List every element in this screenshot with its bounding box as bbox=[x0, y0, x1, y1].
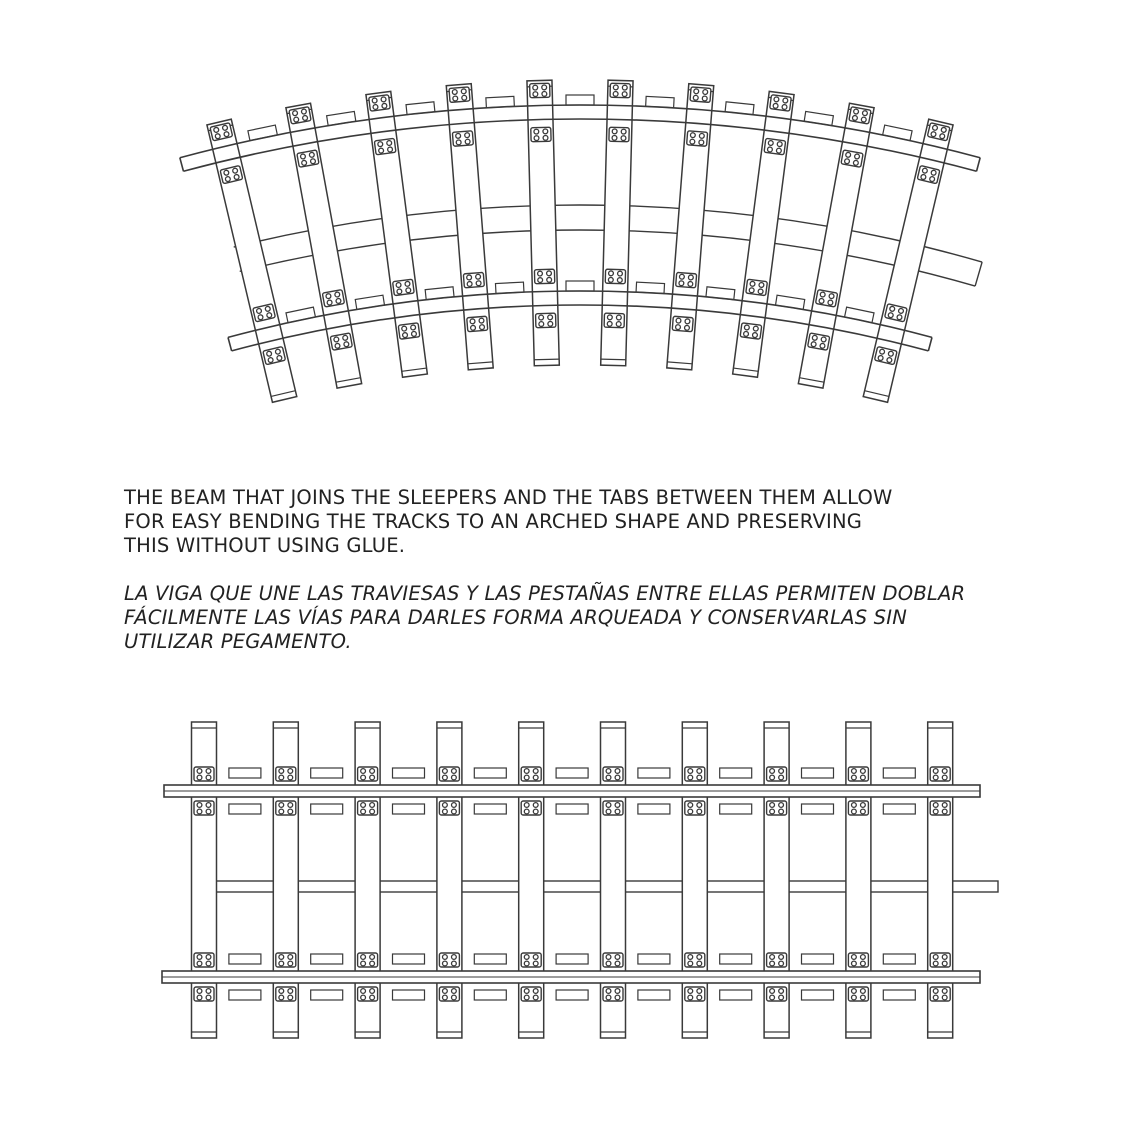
fastener bbox=[358, 987, 378, 1001]
fastener bbox=[393, 279, 415, 295]
fastener bbox=[848, 987, 868, 1001]
tab bbox=[802, 954, 834, 964]
fastener bbox=[276, 987, 296, 1001]
fastener bbox=[603, 953, 623, 967]
fastener bbox=[767, 987, 787, 1001]
fastener bbox=[767, 767, 787, 781]
fastener bbox=[687, 131, 708, 147]
fastener bbox=[603, 767, 623, 781]
fastener bbox=[815, 290, 837, 307]
beam-end bbox=[975, 262, 982, 286]
fastener bbox=[676, 272, 697, 288]
curved-track-diagram bbox=[0, 0, 1130, 470]
fastener bbox=[536, 313, 556, 328]
tab bbox=[638, 990, 670, 1000]
tab bbox=[474, 804, 506, 814]
fastener bbox=[609, 127, 629, 142]
tab bbox=[883, 804, 915, 814]
fastener bbox=[848, 767, 868, 781]
tab bbox=[229, 768, 261, 778]
fastener bbox=[767, 953, 787, 967]
tab bbox=[720, 804, 752, 814]
fastener bbox=[672, 316, 693, 332]
fastener bbox=[297, 150, 319, 167]
fastener bbox=[521, 953, 541, 967]
tab bbox=[720, 954, 752, 964]
fastener bbox=[770, 95, 792, 111]
fastener bbox=[194, 953, 214, 967]
fastener bbox=[521, 801, 541, 815]
tab bbox=[229, 804, 261, 814]
tab bbox=[883, 954, 915, 964]
fastener bbox=[358, 767, 378, 781]
tab bbox=[474, 768, 506, 778]
fastener bbox=[534, 269, 554, 284]
caption-spanish: LA VIGA QUE UNE LAS TRAVIESAS Y LAS PESTAÑAS ENTRE ELLAS PERMITEN DOBLAR FÁCILMENTE LAS VÍAS PARA DARLES FORMA ARQUEADA Y CONSERVARLAS SIN UTILIZAR PEGAMENTO. bbox=[124, 582, 966, 653]
fastener bbox=[276, 767, 296, 781]
upper-rail bbox=[164, 785, 980, 797]
tab bbox=[720, 990, 752, 1000]
fastener bbox=[930, 987, 950, 1001]
tab bbox=[474, 990, 506, 1000]
fastener bbox=[289, 107, 311, 124]
fastener bbox=[848, 953, 868, 967]
fastener bbox=[605, 269, 625, 284]
fastener bbox=[439, 987, 459, 1001]
fastener bbox=[740, 323, 762, 339]
tab bbox=[393, 990, 425, 1000]
fastener bbox=[194, 801, 214, 815]
tab bbox=[474, 954, 506, 964]
fastener bbox=[521, 987, 541, 1001]
tab bbox=[802, 990, 834, 1000]
tab bbox=[638, 954, 670, 964]
lower-rail bbox=[162, 971, 980, 983]
fastener bbox=[322, 290, 344, 307]
fastener bbox=[330, 333, 352, 350]
tab bbox=[311, 804, 343, 814]
fastener bbox=[463, 272, 484, 288]
fastener bbox=[746, 279, 768, 295]
fastener bbox=[521, 767, 541, 781]
fastener bbox=[685, 767, 705, 781]
tab bbox=[802, 768, 834, 778]
fastener bbox=[439, 801, 459, 815]
tab bbox=[229, 954, 261, 964]
tab bbox=[393, 804, 425, 814]
fastener bbox=[398, 323, 420, 339]
fastener bbox=[467, 316, 488, 332]
fastener bbox=[276, 801, 296, 815]
fastener bbox=[194, 767, 214, 781]
fastener bbox=[449, 87, 470, 103]
fastener bbox=[685, 801, 705, 815]
fastener bbox=[848, 801, 868, 815]
fastener bbox=[358, 953, 378, 967]
tab bbox=[556, 990, 588, 1000]
tab bbox=[556, 804, 588, 814]
tab bbox=[556, 768, 588, 778]
tab bbox=[566, 95, 594, 105]
fastener bbox=[439, 953, 459, 967]
fastener bbox=[374, 138, 396, 154]
tab bbox=[229, 990, 261, 1000]
fastener bbox=[369, 95, 391, 111]
fastener bbox=[531, 127, 551, 142]
fastener bbox=[276, 953, 296, 967]
fastener bbox=[685, 953, 705, 967]
fastener bbox=[690, 87, 711, 103]
tab bbox=[638, 768, 670, 778]
fastener bbox=[358, 801, 378, 815]
fastener bbox=[930, 953, 950, 967]
tab bbox=[883, 768, 915, 778]
fastener bbox=[685, 987, 705, 1001]
tab bbox=[802, 804, 834, 814]
fastener bbox=[849, 107, 871, 124]
tabs bbox=[248, 95, 912, 323]
tab bbox=[393, 954, 425, 964]
caption-english: THE BEAM THAT JOINS THE SLEEPERS AND THE TABS BETWEEN THEM ALLOW FOR EASY BENDING THE TRACKS TO AN ARCHED SHAPE AND PRESERVING THIS WITHOUT USING GLUE. bbox=[124, 486, 893, 557]
fastener bbox=[194, 987, 214, 1001]
fastener bbox=[808, 333, 830, 350]
straight-track-diagram bbox=[0, 700, 1130, 1130]
fastener bbox=[841, 150, 863, 167]
tab bbox=[311, 990, 343, 1000]
fastener bbox=[603, 987, 623, 1001]
fastener bbox=[530, 83, 550, 98]
fastener bbox=[604, 313, 624, 328]
tab bbox=[393, 768, 425, 778]
tab bbox=[311, 768, 343, 778]
fastener bbox=[610, 83, 630, 98]
tab bbox=[566, 281, 594, 291]
fastener bbox=[764, 138, 786, 154]
tab bbox=[311, 954, 343, 964]
tab bbox=[638, 804, 670, 814]
fastener bbox=[930, 801, 950, 815]
fastener bbox=[439, 767, 459, 781]
fastener bbox=[767, 801, 787, 815]
fastener bbox=[603, 801, 623, 815]
fastener bbox=[452, 131, 473, 147]
tab bbox=[883, 990, 915, 1000]
tab bbox=[720, 768, 752, 778]
fastener bbox=[930, 767, 950, 781]
tab bbox=[556, 954, 588, 964]
